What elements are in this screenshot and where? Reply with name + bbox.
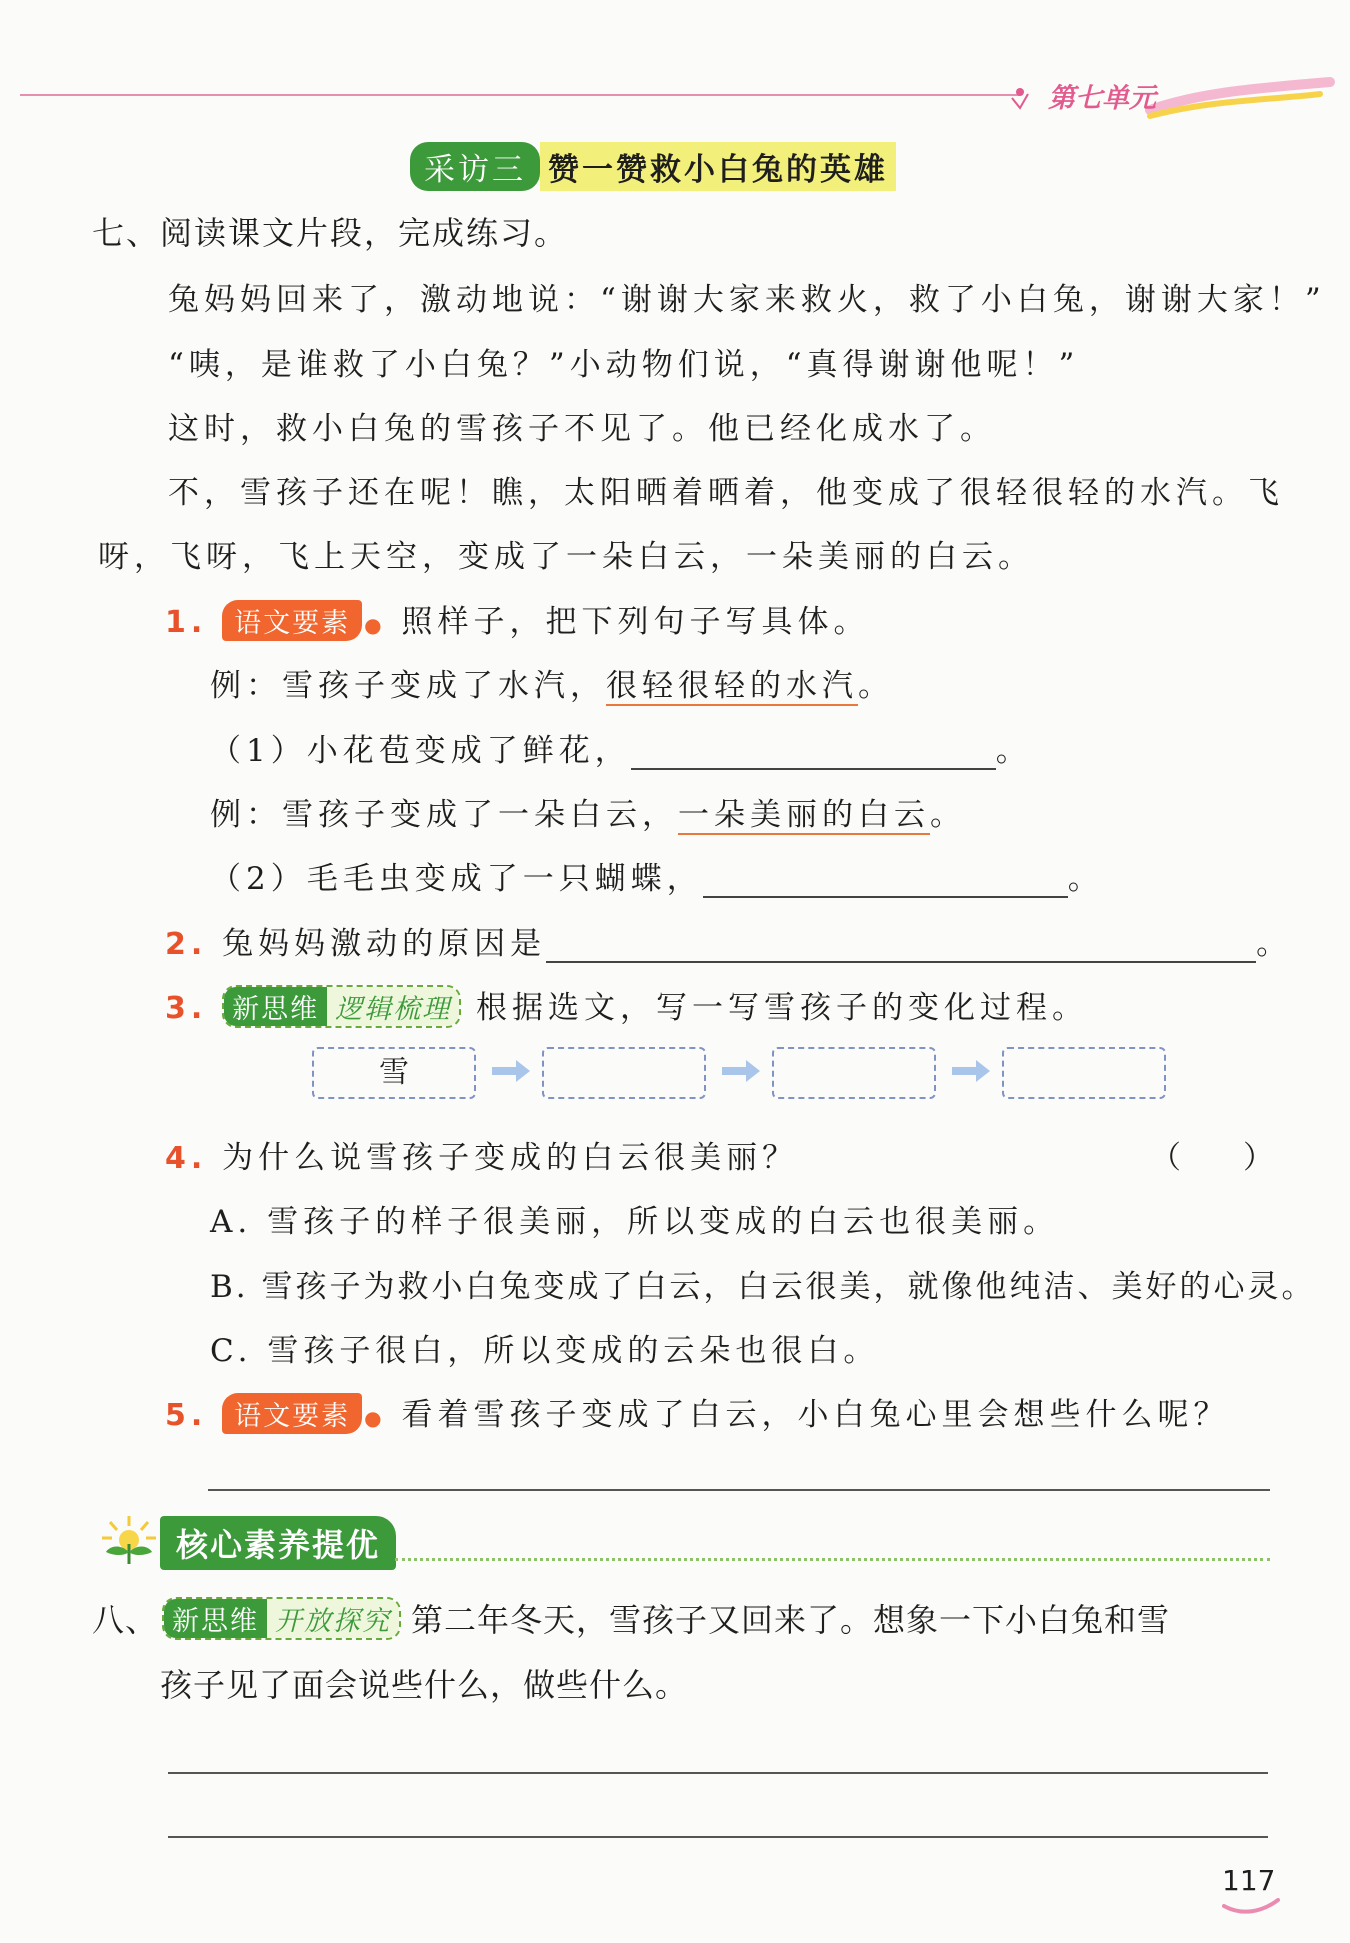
q7-sub4-option-b[interactable]: B. 雪孩子为救小白兔变成了白云，白云很美，就像他纯洁、美好的心灵。: [210, 1269, 1316, 1305]
passage-line-1: 兔妈妈回来了，激动地说：“谢谢大家来救火，救了小白兔，谢谢大家！”: [168, 282, 1326, 318]
arrow-right-icon: [490, 1058, 532, 1084]
answer-blank-3[interactable]: [546, 923, 1256, 963]
tag-dot-icon: ●: [364, 1406, 387, 1430]
example-underline: 很轻很轻的水汽: [606, 668, 858, 704]
passage-line-4: 不，雪孩子还在呢！瞧，太阳晒着晒着，他变成了很轻很轻的水汽。飞: [168, 475, 1284, 511]
q7-sub1-example-2: 例：雪孩子变成了一朵白云，一朵美丽的白云。: [210, 797, 966, 833]
q7-sub1-prompt: 照样子，把下列句子写具体。: [401, 604, 870, 640]
flow-box-4[interactable]: [1002, 1047, 1166, 1099]
q7-sub1-tag: 语文要素: [222, 600, 362, 641]
q7-sub5-num: 5.: [165, 1398, 208, 1433]
answer-line-q8-2[interactable]: [168, 1836, 1268, 1838]
q7-sub3-prompt: 根据选文，写一写雪孩子的变化过程。: [476, 990, 1088, 1026]
q7-heading: 七、阅读课文片段，完成练习。: [92, 214, 569, 252]
unit-label: 第七单元: [1048, 83, 1156, 114]
section-tag: 采访三: [410, 142, 540, 191]
q8-tag: 新思维 开放探究: [162, 1597, 401, 1640]
passage-line-2: “咦，是谁救了小白兔？”小动物们说，“真得谢谢他呢！”: [168, 347, 1080, 383]
page-number-swoosh-icon: [1222, 1898, 1282, 1916]
core-section-dotted-line: [395, 1558, 1270, 1561]
page-number: 117: [1222, 1864, 1276, 1897]
q8-line-2: 孩子见了面会说些什么，做些什么。: [160, 1666, 689, 1704]
q7-sub4-option-a[interactable]: A. 雪孩子的样子很美丽，所以变成的白云也很美丽。: [210, 1204, 1060, 1240]
q7-sub4-option-c[interactable]: C. 雪孩子很白，所以变成的云朵也很白。: [210, 1333, 880, 1369]
arrow-right-icon: [950, 1058, 992, 1084]
q7-sub5-tag: 语文要素: [222, 1393, 362, 1434]
q7-sub1-example-1: 例：雪孩子变成了水汽，很轻很轻的水汽。: [210, 668, 894, 704]
answer-blank-1[interactable]: [631, 730, 996, 770]
q8: [92, 1595, 1170, 1641]
q7-sub1-num: 1.: [165, 605, 208, 640]
q7-sub2: 2. 兔妈妈激动的原因是 。: [165, 918, 1292, 963]
section-title-text: 赞一赞救小白兔的英雄: [540, 142, 896, 191]
flow-box-2[interactable]: [542, 1047, 706, 1099]
q8-num: 八、: [92, 1601, 159, 1639]
section-title: [410, 142, 896, 191]
passage-line-3: 这时，救小白兔的雪孩子不见了。他已经化成水了。: [168, 411, 996, 447]
example-underline: 一朵美丽的白云: [678, 797, 930, 833]
flow-box-3[interactable]: [772, 1047, 936, 1099]
flow-box-1: 雪: [312, 1047, 476, 1099]
q7-sub3: [165, 982, 1088, 1028]
core-section-title: 核心素养提优: [160, 1516, 396, 1570]
tag-dot-icon: ●: [364, 613, 387, 637]
q7-sub3-num: 3.: [165, 991, 208, 1026]
sprout-icon: [98, 1512, 160, 1568]
q7-sub1-item-1: （1）小花苞变成了鲜花， 。: [210, 725, 1032, 770]
answer-line-q8-1[interactable]: [168, 1772, 1268, 1774]
answer-parentheses[interactable]: （ ）: [1150, 1140, 1274, 1176]
q7-sub4: 4. 为什么说雪孩子变成的白云很美丽？: [165, 1140, 799, 1176]
q7-sub1-item-2: （2）毛毛虫变成了一只蝴蝶， 。: [210, 853, 1104, 898]
answer-blank-2[interactable]: [703, 858, 1068, 898]
q7-sub1: [165, 596, 869, 641]
header-line: [20, 94, 1020, 96]
answer-line-q5[interactable]: [208, 1489, 1270, 1491]
q7-sub4-num: 4.: [165, 1141, 208, 1176]
arrow-right-icon: [720, 1058, 762, 1084]
q8-line-1: 第二年冬天，雪孩子又回来了。想象一下小白兔和雪: [411, 1601, 1171, 1639]
passage-line-5: 呀，飞呀，飞上天空，变成了一朵白云，一朵美丽的白云。: [98, 539, 1034, 575]
q7-sub5: 5. 语文要素 ● 看着雪孩子变成了白云，小白兔心里会想些什么呢？: [165, 1389, 1229, 1434]
q7-sub3-tag: 新思维 逻辑梳理: [222, 985, 461, 1028]
q7-sub2-num: 2.: [165, 927, 208, 962]
